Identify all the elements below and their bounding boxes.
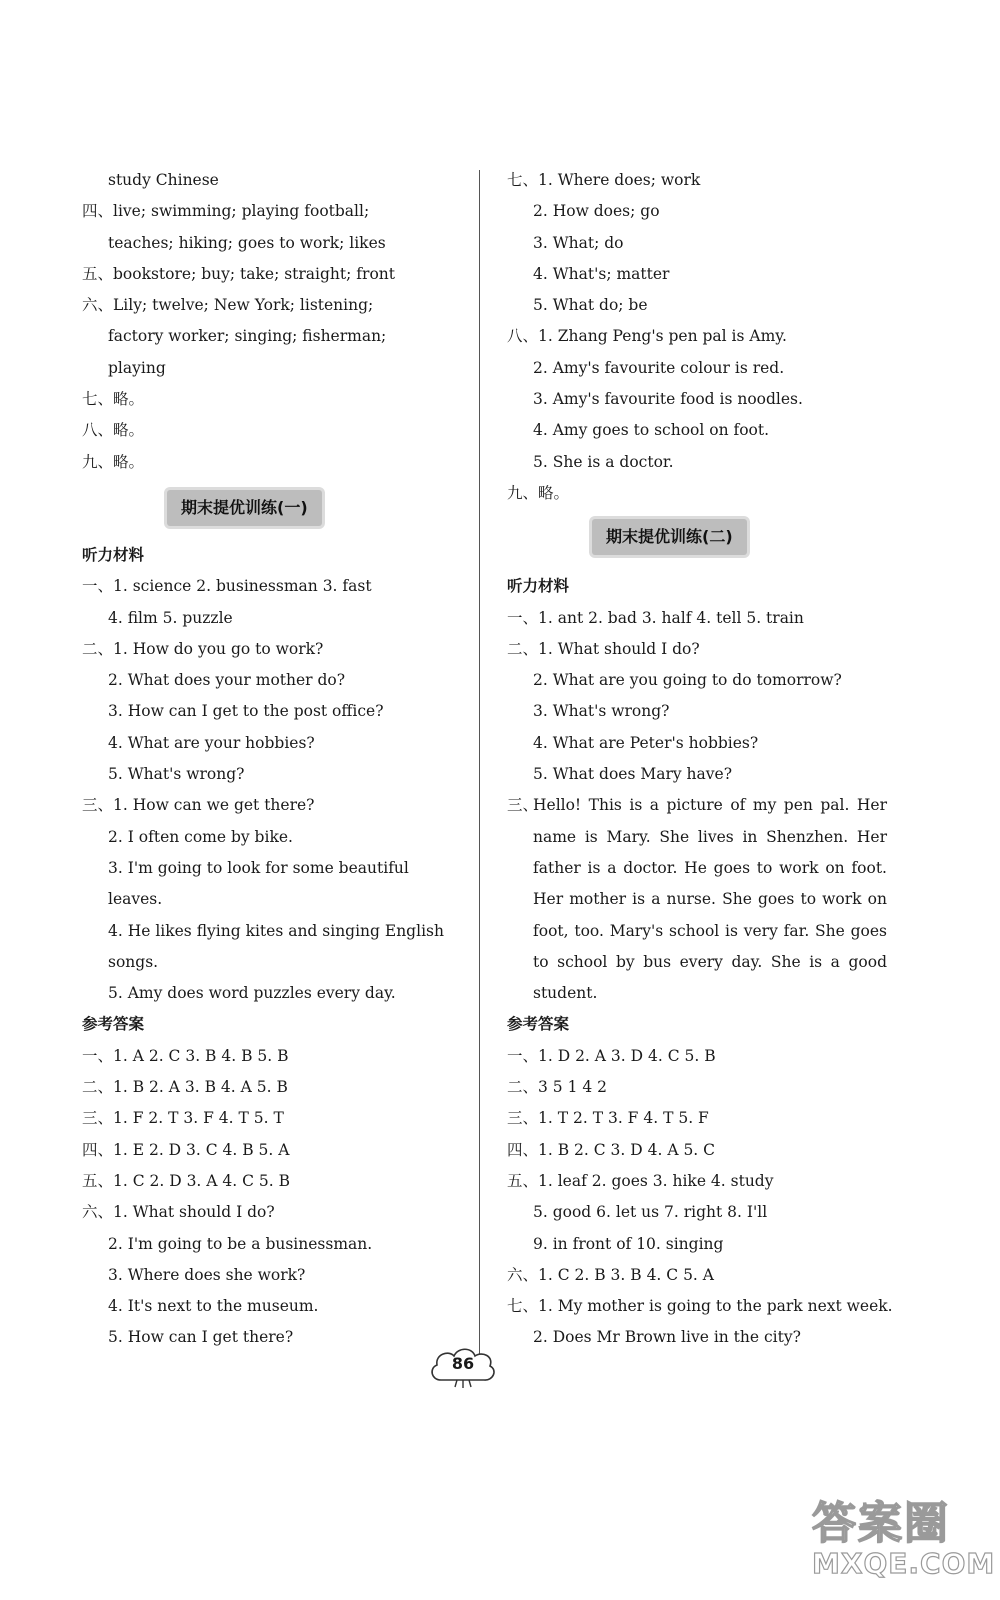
listening-material-1: [82, 571, 467, 1009]
answer-line: 4. What's; matter: [533, 264, 670, 283]
left-column: [82, 165, 467, 1354]
section-title-1: 期末提优训练(一): [167, 490, 322, 526]
answer-line: 2. Amy's favourite colour is red.: [533, 358, 785, 377]
answer-line: 5. Amy does word puzzles every day.: [108, 984, 396, 1003]
answer-line: 五、1. leaf 2. goes 3. hike 4. study: [507, 1171, 774, 1190]
section-title-2: 期末提优训练(二): [592, 519, 747, 555]
passage-number: 三、: [507, 796, 539, 815]
answer-line: 四、1. E 2. D 3. C 4. B 5. A: [82, 1140, 290, 1159]
answer-line: 一、1. science 2. businessman 3. fast: [82, 577, 372, 596]
answer-line: 二、1. What should I do?: [507, 639, 700, 658]
answer-line: 5. She is a doctor.: [533, 452, 674, 471]
answer-line: teaches; hiking; goes to work; likes: [108, 233, 386, 252]
watermark-top-text: 答案圈: [812, 1498, 950, 1549]
answers-heading: 参考答案: [82, 1015, 145, 1034]
watermark-url-text: MXQE.COM: [812, 1547, 996, 1580]
answer-key-2: [507, 1041, 907, 1354]
answer-line: study Chinese: [108, 171, 219, 189]
site-watermark-logo: [812, 1487, 996, 1595]
listening-material-2: [507, 603, 907, 791]
answer-line: 二、1. B 2. A 3. B 4. A 5. B: [82, 1078, 288, 1097]
answer-line: 一、1. D 2. A 3. D 4. C 5. B: [507, 1046, 716, 1065]
listening-heading: 听力材料: [82, 545, 145, 564]
answer-line: 3. How can I get to the post office?: [108, 702, 384, 721]
answer-line: 5. What does Mary have?: [533, 765, 733, 784]
answer-line: 3. Amy's favourite food is noodles.: [533, 390, 803, 409]
listening-heading: 听力材料: [507, 577, 570, 596]
answer-line: 2. How does; go: [533, 202, 660, 221]
listening-passage: [507, 790, 907, 1009]
answer-line: 七、1. My mother is going to the park next week.: [507, 1297, 893, 1316]
answer-line: 六、Lily; twelve; New York; listening;: [82, 296, 374, 315]
answer-line: 四、1. B 2. C 3. D 4. A 5. C: [507, 1140, 716, 1159]
answer-line: 七、1. Where does; work: [507, 171, 701, 189]
answer-line: 4. Amy goes to school on foot.: [533, 421, 770, 440]
answer-line: 2. What are you going to do tomorrow?: [533, 671, 842, 690]
answer-line: 3. I'm going to look for some beautiful: [108, 858, 409, 877]
answer-line: 九、略。: [507, 483, 570, 502]
answer-line: 三、1. T 2. T 3. F 4. T 5. F: [507, 1109, 709, 1128]
right-column: [507, 165, 907, 1354]
answer-line: 2. I often come by bike.: [108, 827, 293, 846]
answer-line: 5. good 6. let us 7. right 8. I'll: [533, 1203, 768, 1222]
answer-line: 3. What's wrong?: [533, 702, 670, 721]
answer-line: 一、1. A 2. C 3. B 4. B 5. B: [82, 1046, 289, 1065]
answer-line: 七、略。: [82, 390, 145, 409]
answer-line: factory worker; singing; fisherman;: [108, 327, 387, 346]
answer-line: playing: [108, 358, 166, 377]
answer-line: 4. He likes flying kites and singing English: [108, 921, 444, 940]
answer-line: 四、live; swimming; playing football;: [82, 202, 370, 221]
answer-line: songs.: [108, 952, 159, 971]
answer-line: 5. What do; be: [533, 296, 648, 315]
answer-line: 一、1. ant 2. bad 3. half 4. tell 5. train: [507, 608, 804, 627]
answer-line: 4. What are Peter's hobbies?: [533, 733, 759, 752]
answer-line: 4. What are your hobbies?: [108, 733, 315, 752]
answer-line: 3. What; do: [533, 233, 624, 252]
answer-line: 9. in front of 10. singing: [533, 1234, 724, 1253]
answer-line: 二、3 5 1 4 2: [507, 1078, 608, 1097]
answer-line: 二、1. How do you go to work?: [82, 639, 324, 658]
answer-key-1: [82, 1041, 467, 1354]
answer-line: 六、1. What should I do?: [82, 1203, 275, 1222]
answer-line: 3. Where does she work?: [108, 1265, 306, 1284]
answer-line: 5. What's wrong?: [108, 765, 245, 784]
answer-line: 2. Does Mr Brown live in the city?: [533, 1328, 801, 1347]
right-answers-continued: [507, 165, 907, 509]
answer-line: 4. film 5. puzzle: [108, 608, 233, 627]
answer-line: 2. I'm going to be a businessman.: [108, 1234, 373, 1253]
answer-line: 2. What does your mother do?: [108, 671, 346, 690]
passage-text: Hello! This is a picture of my pen pal. Her name is Mary. She lives in Shenzhen. Her father is a doctor. He goes to work on foot. Her mother is a nurse. She goes to work on foot, too. Mary's school is very far. She goes to school by bus every day. She is a good student.: [533, 796, 887, 1003]
answer-line: 三、1. How can we get there?: [82, 796, 315, 815]
page-number: 86: [451, 1354, 475, 1373]
answers-heading: 参考答案: [507, 1015, 570, 1034]
section-title-wrap: [507, 509, 907, 571]
answer-line: 八、略。: [82, 421, 145, 440]
answer-line: 八、1. Zhang Peng's pen pal is Amy.: [507, 327, 787, 346]
left-answers-continued: [82, 165, 467, 478]
answer-line: 五、bookstore; buy; take; straight; front: [82, 264, 395, 283]
page-number-badge: [427, 1344, 499, 1390]
column-divider: [479, 170, 480, 1365]
answer-line: 5. How can I get there?: [108, 1328, 294, 1347]
answer-line: 三、1. F 2. T 3. F 4. T 5. T: [82, 1109, 284, 1128]
answer-line: 五、1. C 2. D 3. A 4. C 5. B: [82, 1171, 291, 1190]
answer-line: leaves.: [108, 890, 163, 909]
answer-line: 4. It's next to the museum.: [108, 1297, 319, 1316]
answer-line: 九、略。: [82, 452, 145, 471]
section-title-wrap: [82, 478, 467, 540]
answer-line: 六、1. C 2. B 3. B 4. C 5. A: [507, 1265, 714, 1284]
